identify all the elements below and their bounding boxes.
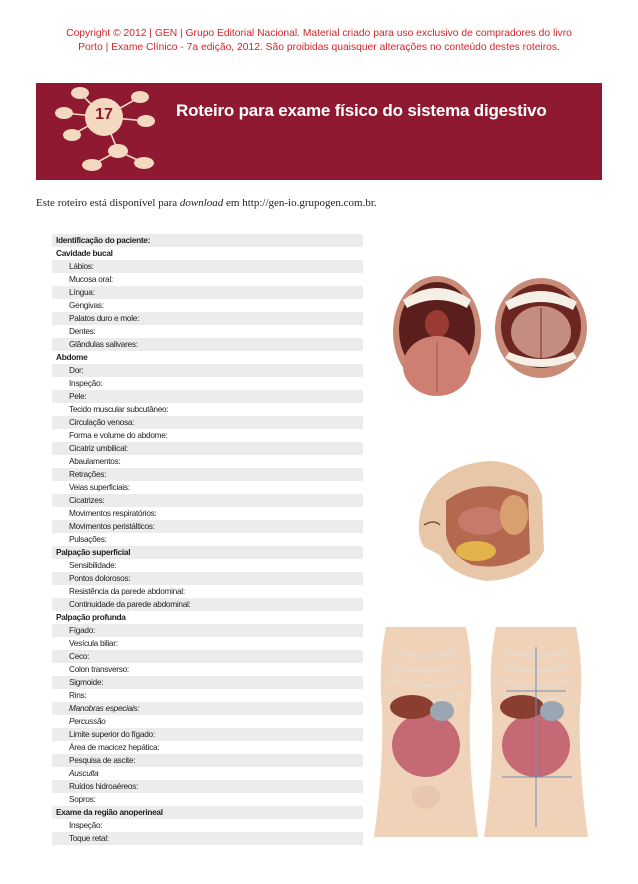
form-field-label: Pontos dolorosos: — [52, 572, 363, 585]
download-note-emphasis: download — [179, 197, 224, 209]
form-field-label: Área de macicez hepática: — [69, 742, 160, 752]
form-field-label: Cicatrizes: — [52, 494, 363, 507]
copyright-notice — [0, 27, 638, 54]
form-field-label: Ruídos hidroaéreos: — [52, 780, 363, 793]
form-field-label: Veias superficiais: — [69, 482, 130, 492]
form-field-label: Vesícula biliar: — [69, 638, 118, 648]
form-field-label: Limite superior do fígado: — [52, 728, 363, 741]
head-section-illustration — [410, 455, 550, 585]
form-field-label: Sigmoide: — [52, 676, 363, 689]
form-field-label: Lábios: — [52, 260, 363, 273]
form-field-label: Mucosa oral: — [69, 274, 113, 284]
copyright-line-1: Copyright © 2012 | GEN | Grupo Editorial Nacional. Material criado para uso exclusivo de compradores do livro — [66, 28, 572, 39]
form-field-label: Ceco: — [52, 650, 363, 663]
form-field-label: Movimentos respiratórios: — [69, 508, 157, 518]
form-field-label: Cicatriz umbilical: — [52, 442, 363, 455]
download-note-suffix: em http://gen-io.grupogen.com.br. — [223, 197, 377, 209]
form-section-heading: Identificação do paciente: — [52, 234, 363, 247]
download-note-prefix: Este roteiro está disponível para — [36, 197, 180, 209]
form-field-label: Sopros: — [69, 794, 96, 804]
form-field-label: Sensibilidade: — [69, 560, 117, 570]
form-field-label: Movimentos peristálticos: — [52, 520, 363, 533]
download-note — [36, 197, 377, 209]
form-field-label: Resistência da parede abdominal: — [69, 586, 185, 596]
form-field-label: Circulação venosa: — [52, 416, 363, 429]
form-section-heading: Palpação profunda — [56, 612, 126, 622]
form-section-heading: Abdome — [56, 352, 88, 362]
form-field-label: Abaulamentos: — [69, 456, 121, 466]
form-field-label: Glândulas salivares: — [52, 338, 363, 351]
form-field-label: Fígado: — [52, 624, 363, 637]
abdominal-torso-illustration — [366, 627, 602, 840]
molecule-graphic — [36, 83, 176, 180]
form-field-label: Pulsações: — [69, 534, 107, 544]
form-field-label: Dentes: — [69, 326, 96, 336]
form-field-label: Retrações: — [52, 468, 363, 481]
form-field-label: Língua: — [52, 286, 363, 299]
form-section-heading: Exame da região anoperineal — [52, 806, 363, 819]
form-field-label: Dor: — [52, 364, 363, 377]
form-field-label: Colon transverso: — [69, 664, 129, 674]
form-section-heading: Cavidade bucal — [56, 248, 113, 258]
form-field-label: Ausculta — [69, 768, 99, 778]
form-field-label: Inspeção: — [69, 820, 103, 830]
form-field-label: Tecido muscular subcutâneo: — [69, 404, 169, 414]
form-field-label: Manobras especiais: — [52, 702, 363, 715]
form-field-label: Pele: — [52, 390, 363, 403]
form-section-heading: Palpação superficial — [52, 546, 363, 559]
form-field-label: Continuidade da parede abdominal: — [52, 598, 363, 611]
chapter-banner — [36, 83, 602, 180]
page-title: Roteiro para exame físico do sistema digestivo — [176, 101, 547, 120]
form-field-label: Rins: — [69, 690, 87, 700]
form-field-label: Palatos duro e mole: — [52, 312, 363, 325]
form-field-label: Toque retal: — [52, 832, 363, 845]
copyright-line-2: Porto | Exame Clínico - 7a edição, 2012. São proibidas quaisquer alterações no conteúdo destes roteiros. — [78, 41, 560, 53]
chapter-number: 17 — [95, 106, 113, 123]
form-field-label: Forma e volume do abdome: — [69, 430, 168, 440]
exam-form — [52, 234, 363, 845]
form-field-label: Inspeção: — [69, 378, 103, 388]
form-field-label: Percussão — [69, 716, 106, 726]
form-field-label: Gengivas: — [69, 300, 104, 310]
form-field-label: Pesquisa de ascite: — [52, 754, 363, 767]
oral-cavity-illustration — [389, 262, 589, 412]
